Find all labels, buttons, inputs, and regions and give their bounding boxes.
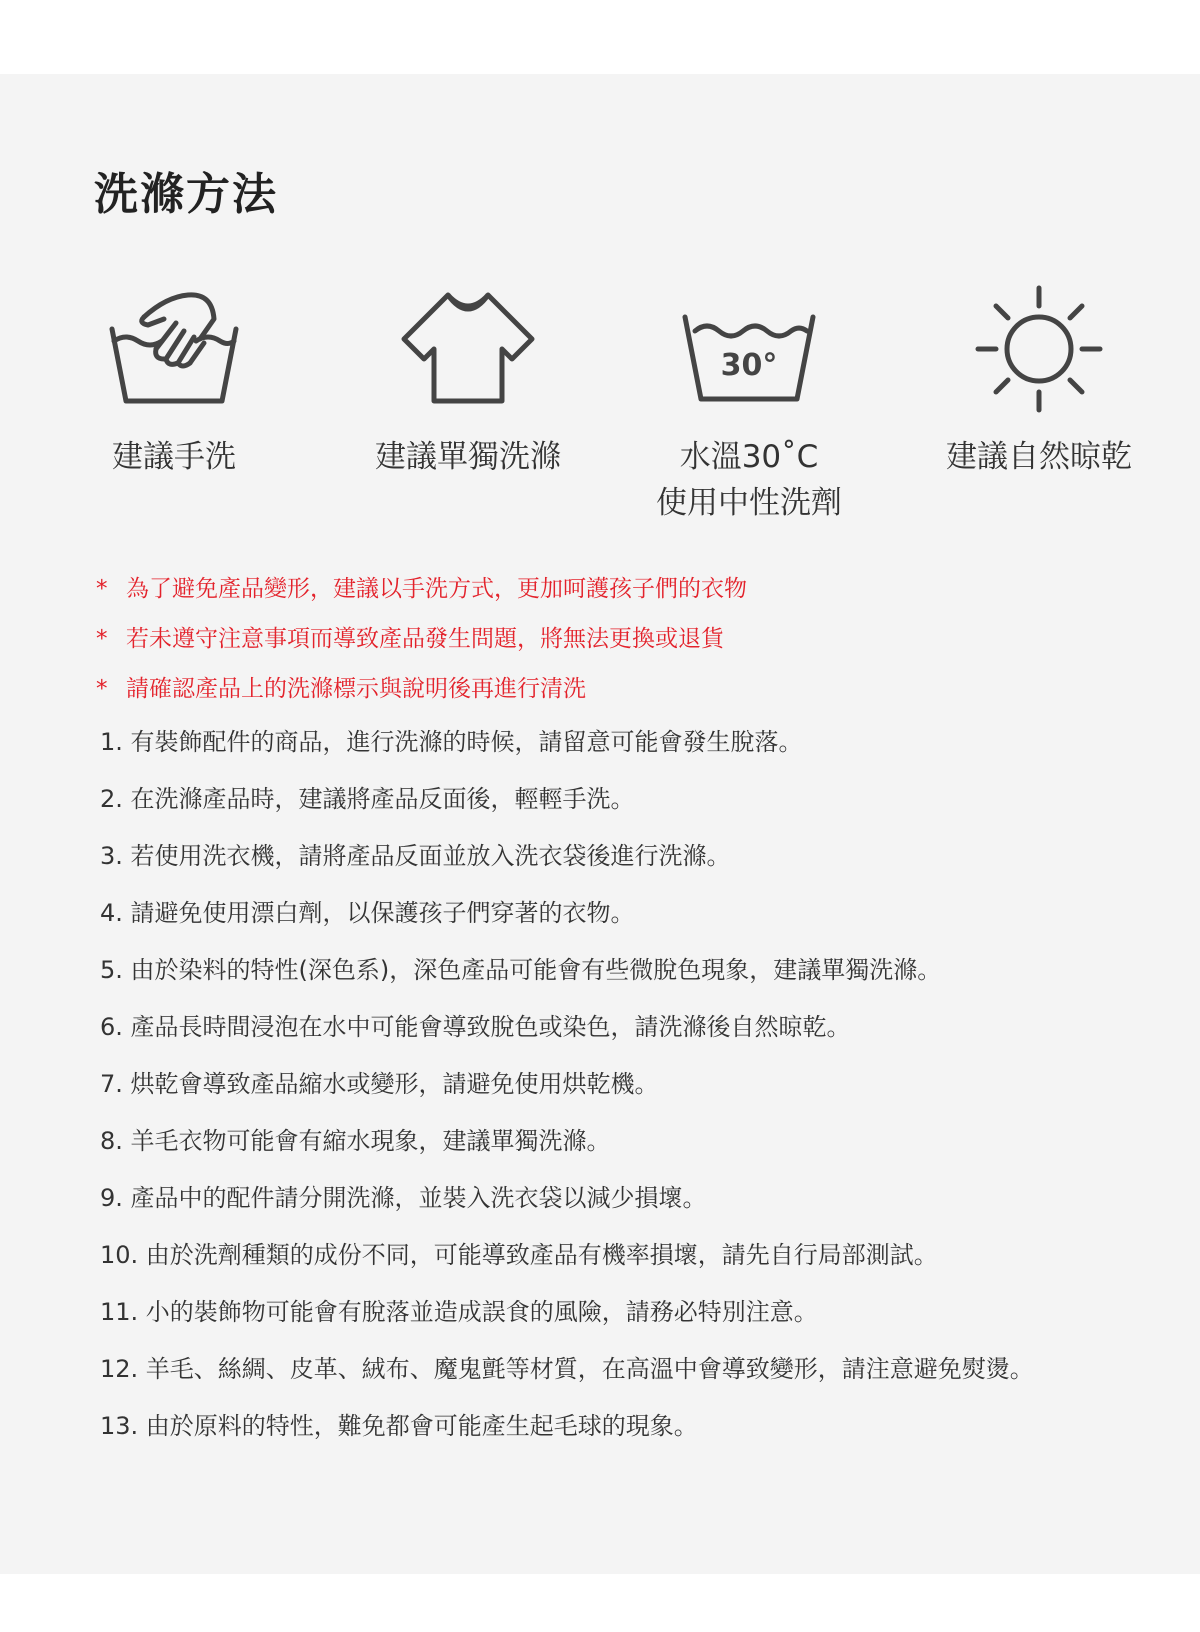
warning-note	[96, 664, 747, 714]
wash-30-icon	[619, 284, 879, 414]
rule-item: 10. 由於洗劑種類的成份不同，可能導致產品有機率損壞，請先自行局部測試。	[100, 1241, 938, 1269]
care-item-natural-dry	[909, 284, 1169, 480]
wash-temperature: 30°	[720, 348, 778, 383]
rule-item: 13. 由於原料的特性，難免都會可能產生起毛球的現象。	[100, 1412, 698, 1440]
care-item-hand-wash	[44, 284, 304, 480]
note-marker: *	[96, 626, 108, 652]
wash-30-label: 水溫30˚C 使用中性洗劑	[656, 439, 842, 521]
rule-item: 8. 羊毛衣物可能會有縮水現象，建議單獨洗滌。	[100, 1127, 611, 1155]
note-marker: *	[96, 576, 108, 602]
care-item-wash-30	[619, 284, 879, 526]
care-rules-list	[100, 714, 1034, 1455]
rule-item: 3. 若使用洗衣機，請將產品反面並放入洗衣袋後進行洗滌。	[100, 842, 731, 870]
hand-wash-icon	[44, 284, 304, 414]
warning-note	[96, 564, 747, 614]
rule-item: 9. 產品中的配件請分開洗滌，並裝入洗衣袋以減少損壞。	[100, 1184, 707, 1212]
care-item-wash-separately	[338, 284, 598, 480]
rule-item: 2. 在洗滌產品時，建議將產品反面後，輕輕手洗。	[100, 785, 635, 813]
rule-item: 6. 產品長時間浸泡在水中可能會導致脫色或染色，請洗滌後自然晾乾。	[100, 1013, 851, 1041]
rule-item: 7. 烘乾會導致產品縮水或變形，請避免使用烘乾機。	[100, 1070, 659, 1098]
rule-item: 11. 小的裝飾物可能會有脫落並造成誤食的風險，請務必特別注意。	[100, 1298, 818, 1326]
note-text: 若未遵守注意事項而導致產品發生問題，將無法更換或退貨	[126, 626, 724, 652]
warning-notes	[96, 564, 747, 714]
note-marker: *	[96, 676, 108, 702]
rule-item: 1. 有裝飾配件的商品，進行洗滌的時候，請留意可能會發生脫落。	[100, 728, 803, 756]
natural-dry-label: 建議自然晾乾	[946, 439, 1132, 475]
care-instructions-panel	[0, 74, 1200, 1574]
rule-item: 4. 請避免使用漂白劑，以保護孩子們穿著的衣物。	[100, 899, 635, 927]
sun-dry-icon	[909, 284, 1169, 414]
hand-wash-label: 建議手洗	[112, 439, 236, 475]
page-title: 洗滌方法	[94, 169, 278, 220]
wash-separately-label: 建議單獨洗滌	[375, 439, 561, 475]
tshirt-icon	[338, 284, 598, 414]
note-text: 為了避免產品變形，建議以手洗方式，更加呵護孩子們的衣物	[126, 576, 747, 602]
rule-item: 5. 由於染料的特性(深色系)，深色產品可能會有些微脫色現象，建議單獨洗滌。	[100, 956, 942, 984]
note-text: 請確認產品上的洗滌標示與說明後再進行清洗	[126, 676, 586, 702]
rule-item: 12. 羊毛、絲綢、皮革、絨布、魔鬼氈等材質，在高溫中會導致變形，請注意避免熨燙。	[100, 1355, 1034, 1383]
warning-note	[96, 614, 747, 664]
